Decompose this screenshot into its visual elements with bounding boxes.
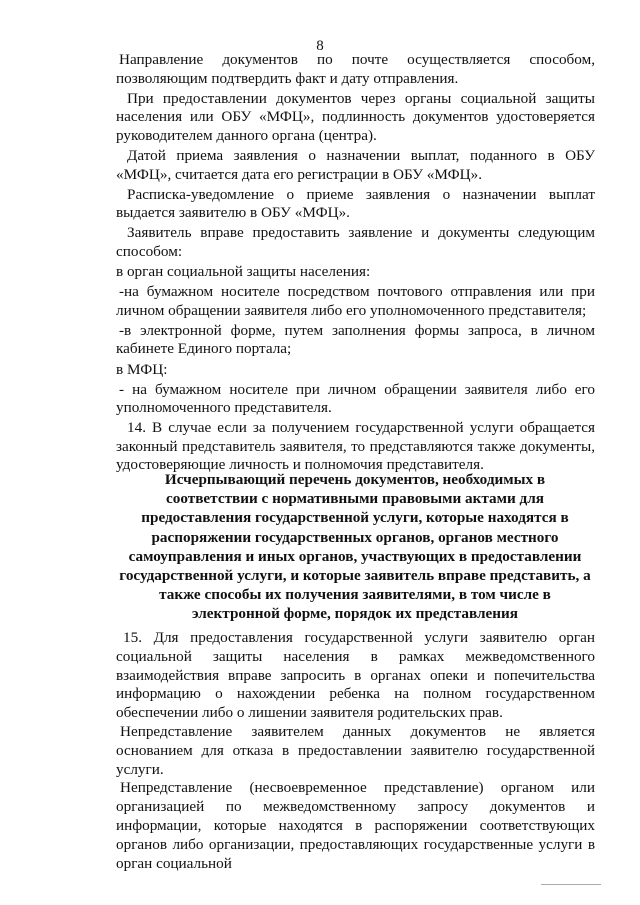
paragraph-electronic-form: -в электронной форме, путем заполнения формы запроса, в личном кабинете Единого портала; <box>116 321 595 358</box>
paragraph-receipt-notice: Расписка-уведомление о приеме заявления о назначении выплат выдается заявителю в ОБУ «МФЦ». <box>116 185 595 222</box>
paragraph-item-15: 15. Для предоставления государственной услуги заявителю орган социальной защиты населения в рамках межведомственного взаимодействия вправе запросить в органах опеки и попечительства информацию о нахождении ребенка на полном государственном обеспечении либо о лишении заявителя родительских прав. <box>116 629 595 722</box>
paragraph-receipt-date: Датой приема заявления о назначении выплат, поданного в ОБУ «МФЦ», считается дата его регистрации в ОБУ «МФЦ». <box>116 146 595 183</box>
paragraph-mail-delivery: Направление документов по почте осуществляется способом, позволяющим подтвердить факт и дату отправления. <box>116 51 595 87</box>
paragraph-authenticity: При предоставлении документов через органы социальной защиты населения или ОБУ «МФЦ», подлинность документов удостоверяется руководителем данного органа (центра). <box>116 89 595 144</box>
top-text-block <box>116 51 595 477</box>
paragraph-mfc: в МФЦ: <box>116 360 168 378</box>
paragraph-mfc-paper: - на бумажном носителе при личном обращении заявителя либо его уполномоченного представителя. <box>116 380 595 417</box>
scan-edge-line <box>541 884 601 885</box>
paragraph-late-submission: Непредставление (несвоевременное представление) органом или организацией по межведомственному запросу документов и информации, которые находятся в распоряжении соответствующих органов либо организации, предоставляющих государственные услуги в орган социальной <box>116 779 595 872</box>
paragraph-submission-method: Заявитель вправе предоставить заявление и документы следующим способом: <box>116 224 595 260</box>
paragraph-social-protection-body: в орган социальной защиты населения: <box>116 263 371 281</box>
paragraph-non-submission: Непредставление заявителем данных документов не является основанием для отказа в предоставлении заявителю государственной услуги. <box>116 722 595 778</box>
section-heading: Исчерпывающий перечень документов, необходимых в соответствии с нормативными правовыми актами для предоставления государственной услуги, которые находятся в распоряжении государственных органов, органов местного самоуправления и иных органов, участвующих в предоставлении государственной услуги, и которые заявитель вправе представить, а также способы их получения заявителями, в том числе в электронной форме, порядок их представления <box>119 471 591 623</box>
paragraph-paper-form: -на бумажном носителе посредством почтового отправления или при личном обращении заявителя либо его уполномоченного представителя; <box>116 283 595 319</box>
bottom-text-block <box>116 629 595 873</box>
page-number: 8 <box>316 38 324 54</box>
paragraph-item-14: 14. В случае если за получением государственной услуги обращается законный представитель заявителя, то представляются также документы, удостоверяющие личность и полномочия представителя. <box>116 419 595 474</box>
